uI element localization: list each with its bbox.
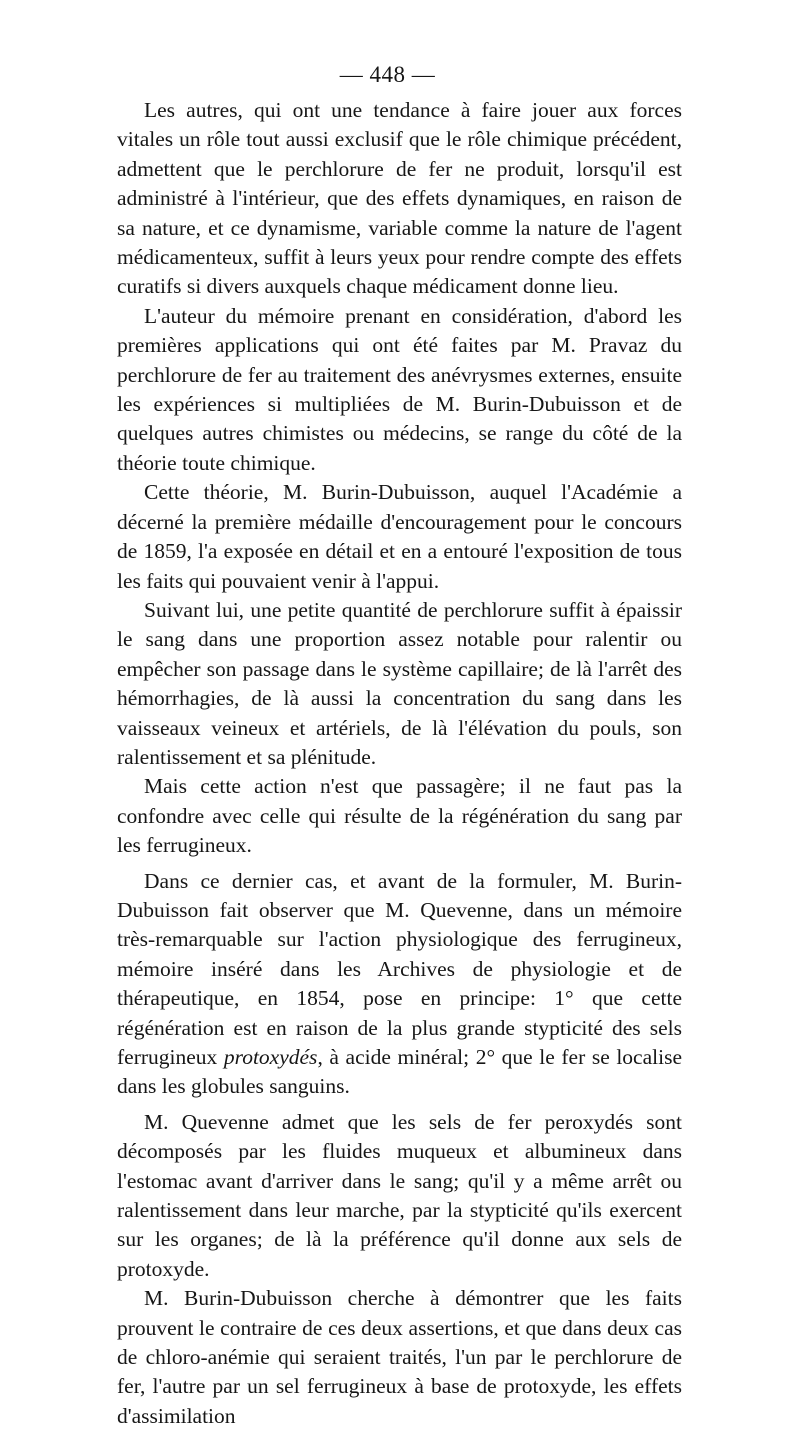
- paragraph-5: Mais cette action n'est que passagère; il ne faut pas la confondre avec celle qui résulte de la régénération du sang par les ferrugineux.: [117, 774, 682, 858]
- body-text: [117, 96, 682, 1431]
- page-number: — 448 —: [339, 62, 436, 87]
- paragraph-1: Les autres, qui ont une tendance à faire jouer aux forces vitales un rôle tout aussi exclusif que le rôle chimique précédent, admettent que le perchlorure de fer ne produit, lorsqu'il est administré à l'intérieur, que des effets dynamiques, en raison de sa nature, et ce dynamisme, variable comme la nature de l'agent médicamenteux, suffit à leurs yeux pour rendre compte des effets curatifs si divers auxquels chaque médicament donne lieu.: [117, 98, 682, 299]
- paragraph-6-end: , à acide minéral; 2° que le fer se localise dans les globules sanguins.: [117, 1045, 682, 1099]
- paragraph-7: M. Quevenne admet que les sels de fer peroxydés sont décomposés par les fluides muqueux et albumineux dans l'estomac avant d'arriver dans le sang; qu'il y a même arrêt ou ralentissement dans leur marche, par la stypticité qu'ils exercent sur les organes; de là la préférence qu'il donne aux sels de protoxyde.: [117, 1109, 682, 1281]
- paragraph-2: L'auteur du mémoire prenant en considération, d'abord les premières applications qui ont été faites par M. Pravaz du perchlorure de fer au traitement des anévrysmes externes, ensuite les expériences si multipliées de M. Burin-Dubuisson et de quelques autres chimistes ou médecins, se range du côté de la théorie toute chimique.: [117, 303, 682, 475]
- paragraph-3: Cette théorie, M. Burin-Dubuisson, auquel l'Académie a décerné la première médaille d'encouragement pour le concours de 1859, l'a exposée en détail et en a entouré l'exposition de tous les faits qui pouvaient venir à l'appui.: [117, 480, 682, 593]
- paragraph-6-text: Dans ce dernier cas, et avant de la formuler, M. Burin-Dubuisson fait observer que M. Quevenne, dans un mémoire très-remarquable sur l'action physiologique des ferrugineux, mémoire inséré dans les Archives de physiologie et de thérapeutique, en 1854, pose en principe: 1° que cette régénération est en raison de la plus grande stypticité des sels ferrugineux: [117, 868, 682, 1069]
- paragraph-4: Suivant lui, une petite quantité de perchlorure suffit à épaissir le sang dans une proportion assez notable pour ralentir ou empêcher son passage dans le système capillaire; de là l'arrêt des hémorrhagies, de là aussi la concentration du sang dans les vaisseaux veineux et artériels, de là l'élévation du pouls, son ralentissement et sa plénitude.: [117, 597, 682, 769]
- paragraph-6: [117, 867, 682, 1102]
- paragraph-8: M. Burin-Dubuisson cherche à démontrer que les faits prouvent le contraire de ces deux assertions, et que dans deux cas de chloro-anémie qui seraient traités, l'un par le perchlorure de fer, l'autre par un sel ferrugineux à base de protoxyde, les effets d'assimilation: [117, 1286, 682, 1428]
- paragraph-6-italic: protoxydés: [223, 1045, 318, 1069]
